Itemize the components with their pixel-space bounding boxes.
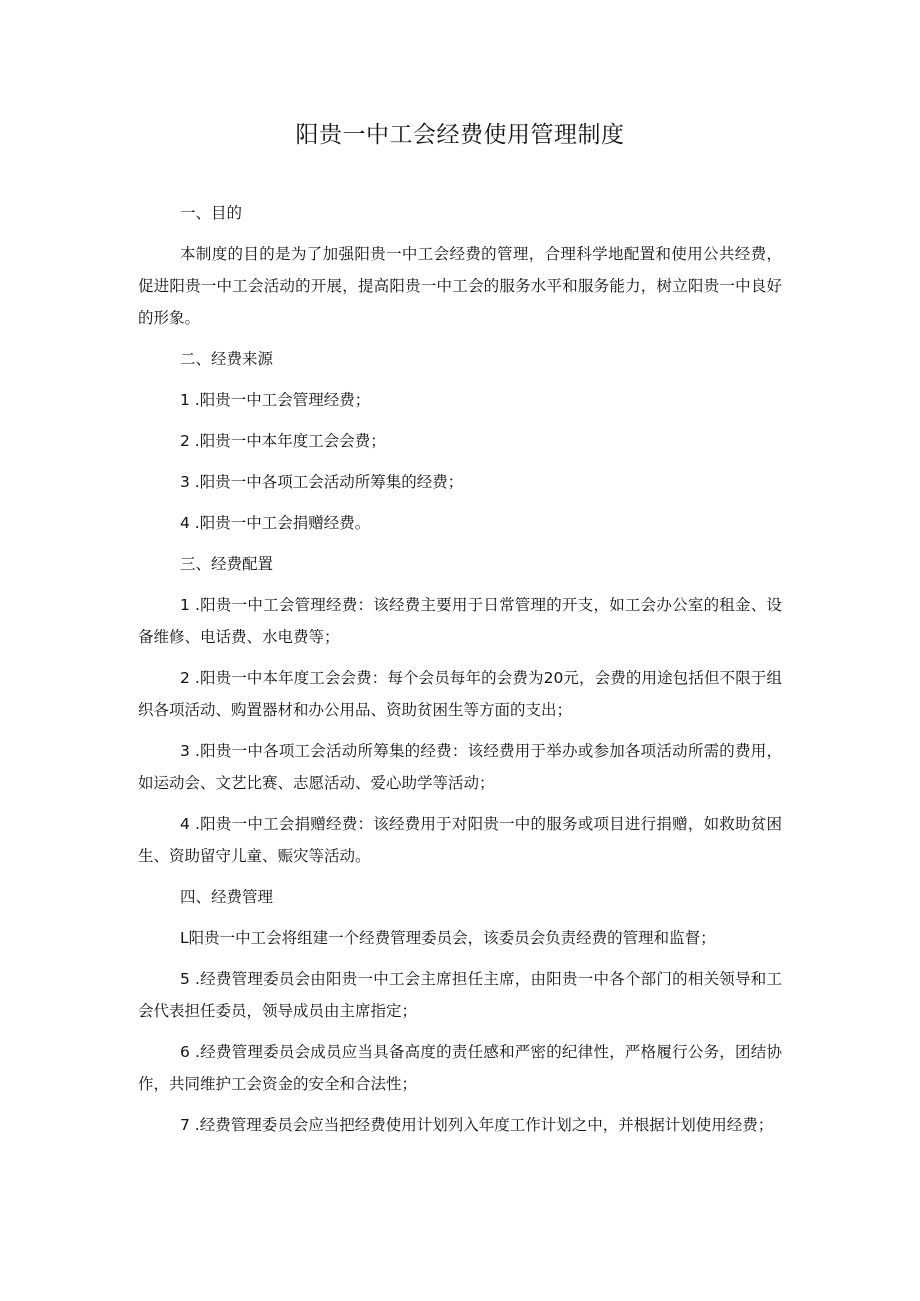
list-item-allocation-2: 2 .阳贵一中本年度工会会费：每个会员每年的会费为20元，会费的用途包括但不限于组织各项活动、购置器材和办公用品、资助贫困生等方面的支出；: [138, 669, 782, 719]
section-heading-funding-sources: 二、经费来源: [180, 350, 274, 368]
section-heading-purpose: 一、目的: [180, 204, 243, 222]
list-item-allocation-3: 3 .阳贵一中各项工会活动所筹集的经费：该经费用于举办或参加各项活动所需的费用，如运动会、文艺比赛、志愿活动、爱心助学等活动；: [138, 742, 782, 792]
list-item-management-1: L阳贵一中工会将组建一个经费管理委员会，该委员会负责经费的管理和监督；: [180, 929, 716, 947]
list-item-management-6: 6 .经费管理委员会成员应当具备高度的责任感和严密的纪律性，严格履行公务，团结协作，共同维护工会资金的安全和合法性；: [138, 1043, 782, 1093]
list-item-management-5: 5 .经费管理委员会由阳贵一中工会主席担任主席，由阳贵一中各个部门的相关领导和工会代表担任委员，领导成员由主席指定；: [138, 970, 782, 1020]
document-title: 阳贵一中工会经费使用管理制度: [295, 122, 625, 148]
section-heading-management: 四、经费管理: [180, 888, 274, 906]
list-item-management-7: 7 .经费管理委员会应当把经费使用计划列入年度工作计划之中，并根据计划使用经费；: [180, 1116, 774, 1134]
list-item-source-2: 2 .阳贵一中本年度工会会费；: [180, 432, 386, 450]
list-item-source-3: 3 .阳贵一中各项工会活动所筹集的经费；: [180, 473, 464, 491]
list-item-source-4: 4 .阳贵一中工会捐赠经费。: [180, 514, 371, 532]
paragraph-purpose: 本制度的目的是为了加强阳贵一中工会经费的管理，合理科学地配置和使用公共经费，促进阳贵一中工会活动的开展，提高阳贵一中工会的服务水平和服务能力，树立阳贵一中良好的形象。: [138, 245, 782, 327]
list-item-allocation-4: 4 .阳贵一中工会捐赠经费：该经费用于对阳贵一中的服务或项目进行捐赠，如救助贫困生、资助留守儿童、赈灾等活动。: [138, 815, 782, 865]
list-item-source-1: 1 .阳贵一中工会管理经费；: [180, 391, 371, 409]
document-body: [138, 197, 782, 1150]
section-heading-allocation: 三、经费配置: [180, 555, 274, 573]
list-item-allocation-1: 1 .阳贵一中工会管理经费：该经费主要用于日常管理的开支，如工会办公室的租金、设备维修、电话费、水电费等；: [138, 596, 782, 646]
